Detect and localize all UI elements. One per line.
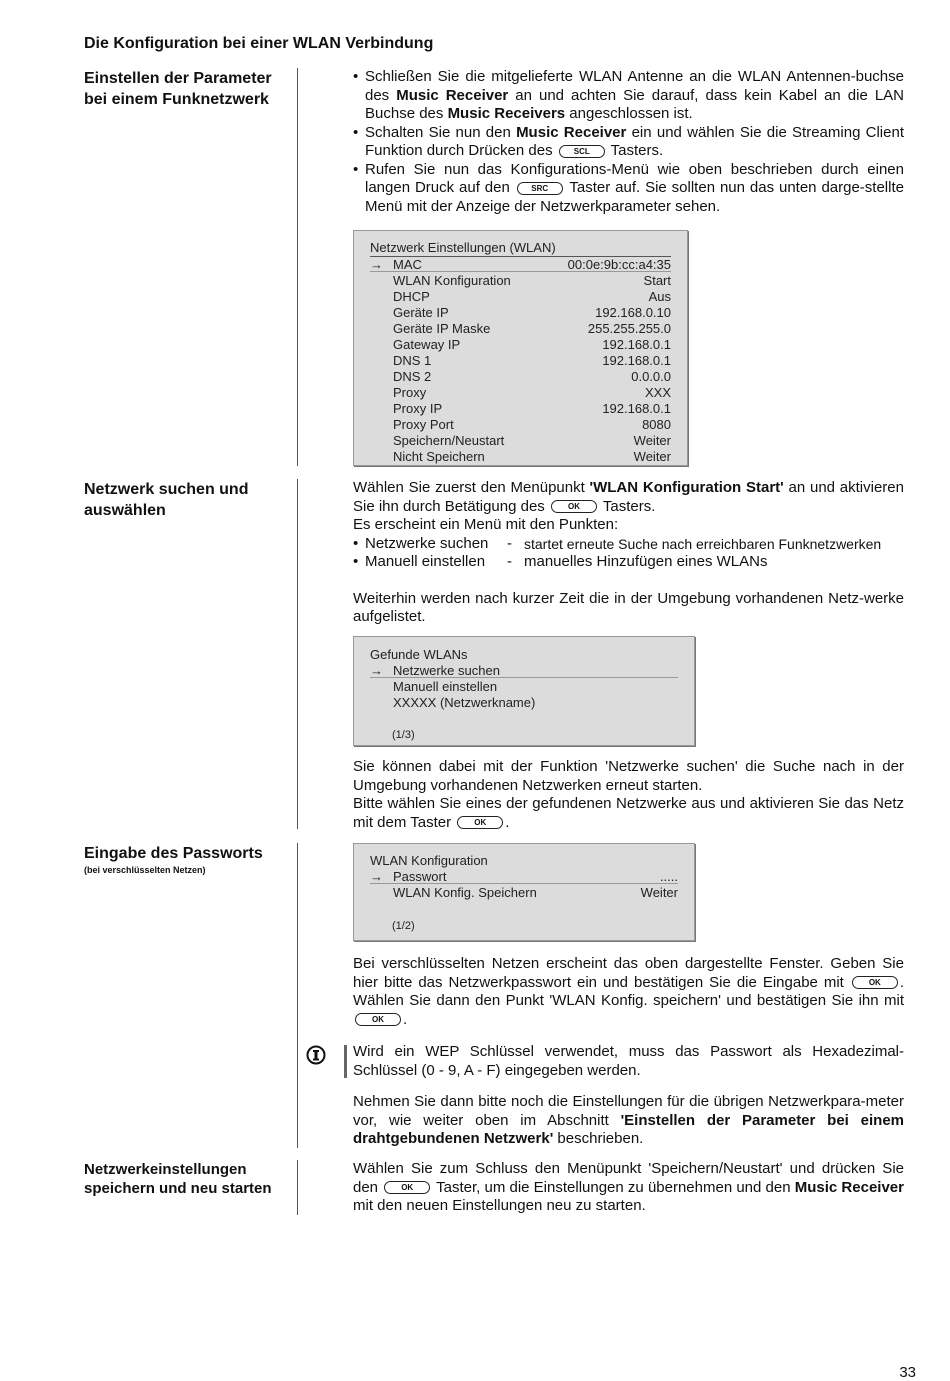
menu-row-label: Proxy [393, 385, 427, 400]
screen-menu-row [370, 369, 671, 385]
screen-menu-row [370, 305, 671, 321]
section3-followup: Nehmen Sie dann bitte noch die Einstellungen für die übrigen Netzwerkpara-meter vor, wie weiter oben im Abschnitt 'Einstellen der Parameter bei einem drahtgebundenen Netzwerk' beschrieben. [353, 1093, 904, 1147]
screen-menu-row [370, 353, 671, 369]
menu-row-value: 255.255.255.0 [587, 321, 671, 336]
ok-key-icon: OK [384, 1181, 430, 1194]
page-title: Die Konfiguration bei einer WLAN Verbindung [84, 35, 434, 52]
screen-menu-row [370, 695, 678, 711]
selection-arrow-icon: → [370, 257, 383, 272]
ok-key-icon: OK [355, 1013, 401, 1026]
section-heading-save-restart: Netzwerkeinstellungen speichern und neu starten [84, 1161, 272, 1197]
paragraph: Sie können dabei mit der Funktion 'Netzwerke suchen' die Suche nach in der Umgebung vorhandenen Netzwerken erneut starten. [353, 758, 904, 794]
section2-instructions [353, 479, 904, 627]
section-heading-wlan-parameters: Einstellen der Parameter bei einem Funknetzwerk [84, 70, 272, 108]
menu-row-label: Speichern/Neustart [393, 433, 505, 448]
menu-row-value: 192.168.0.10 [595, 305, 671, 320]
selection-arrow-icon: → [370, 869, 383, 884]
divider [297, 479, 298, 829]
list-item: • Schalten Sie nun den Music Receiver ein und wählen Sie die Streaming Client Funktion durch Drücken des SCL Tasters. [353, 124, 904, 161]
ok-key-icon: OK [457, 816, 503, 829]
screen-menu-row [370, 679, 678, 695]
menu-row-label: Gateway IP [393, 337, 461, 352]
ok-key-icon: OK [551, 500, 597, 513]
menu-row-value: 8080 [642, 417, 671, 432]
section-heading-network-search: Netzwerk suchen und auswählen [84, 481, 249, 519]
menu-row-label: Proxy Port [393, 417, 454, 432]
screen-title: Gefunde WLANs [370, 647, 678, 664]
section-heading-password-title: Eingabe des Passworts [84, 845, 263, 862]
divider [297, 68, 298, 466]
menu-row-value: 192.168.0.1 [602, 353, 671, 368]
list-item: • Netzwerke suchen - startet erneute Suche nach erreichbaren Funknetzwerken [353, 535, 904, 554]
menu-row-label: Proxy IP [393, 401, 443, 416]
menu-row-value: Weiter [633, 449, 671, 464]
screen-menu-row [370, 385, 671, 401]
ok-key-icon: OK [852, 976, 898, 989]
menu-row-value: 0.0.0.0 [631, 369, 671, 384]
wlan-configuration-screen [353, 843, 695, 941]
screen-page-indicator: (1/2) [392, 920, 415, 932]
menu-row-label: Nicht Speichern [393, 449, 485, 464]
screen-menu-row [370, 433, 671, 449]
screen-menu-row [370, 321, 671, 337]
menu-row-value: Weiter [640, 885, 678, 900]
info-icon [306, 1045, 326, 1065]
screen-menu-row [370, 337, 671, 353]
menu-row-value: 192.168.0.1 [602, 337, 671, 352]
selection-arrow-icon: → [370, 663, 383, 678]
menu-row-label: MAC [393, 257, 422, 272]
found-wlans-screen [353, 636, 695, 746]
section-heading-password [84, 843, 294, 876]
screen-menu-row [370, 401, 671, 417]
section1-instructions [353, 68, 904, 216]
menu-row-value: 192.168.0.1 [602, 401, 671, 416]
screen-page-indicator: (1/3) [392, 729, 415, 741]
menu-row-value: 00:0e:9b:cc:a4:35 [567, 257, 671, 272]
screen-menu-row [370, 449, 671, 465]
menu-row-label: Geräte IP Maske [393, 321, 491, 336]
divider [297, 843, 298, 1148]
menu-row-label: WLAN Konfig. Speichern [393, 885, 537, 900]
paragraph: Weiterhin werden nach kurzer Zeit die in der Umgebung vorhandenen Netz-werke aufgelistet. [353, 589, 904, 625]
scl-key-icon: SCL [559, 145, 605, 158]
section4-instructions: Wählen Sie zum Schluss den Menüpunkt 'Speichern/Neustart' und drücken Sie den OK Taster, um die Einstellungen zu übernehmen und den Music Receiver mit den neuen Einstellungen neu zu starten. [353, 1160, 904, 1214]
wep-note: Wird ein WEP Schlüssel verwendet, muss das Passwort als Hexadezimal-Schlüssel (0 - 9, A - F) eingegeben werden. [353, 1043, 904, 1079]
list-item: • Schließen Sie die mitgelieferte WLAN Antenne an die WLAN Antennen-buchse des Music Receiver an und achten Sie darauf, dass kein Kabel an die LAN Buchse des Music Receivers angeschlossen ist. [353, 68, 904, 124]
menu-row-value: Aus [648, 289, 671, 304]
section3-instructions: Bei verschlüsselten Netzen erscheint das oben dargestellte Fenster. Geben Sie hier bitte das Netzwerkpasswort ein und bestätigen Sie die Eingabe mit OK . Wählen Sie dann den Punkt 'WLAN Konfig. speichern' und bestätigen Sie ihn mit OK . [353, 955, 904, 1028]
src-key-icon: SRC [517, 182, 563, 195]
screen-menu-row [370, 885, 678, 901]
menu-row-label: DNS 2 [393, 369, 432, 384]
menu-row-label: XXXXX (Netzwerkname) [393, 695, 536, 710]
list-item: • Manuell einstellen - manuelles Hinzufügen eines WLANs [353, 553, 904, 572]
screen-title: WLAN Konfiguration [370, 853, 678, 870]
menu-row-label: DHCP [393, 289, 430, 304]
menu-row-label: Netzwerke suchen [393, 663, 500, 678]
list-item: • Rufen Sie nun das Konfigurations-Menü wie oben beschrieben durch einen langen Druck auf den SRC Taster auf. Sie sollten nun das unten darge-stellte Menü mit der Anzeige der Netzwerkparameter sehen. [353, 161, 904, 217]
menu-row-label: Passwort [393, 869, 447, 884]
page-number: 33 [899, 1364, 916, 1381]
network-settings-screen [353, 230, 688, 466]
screen-title: Netzwerk Einstellungen (WLAN) [370, 240, 671, 257]
note-bar [344, 1045, 347, 1078]
menu-row-value: XXX [644, 385, 671, 400]
menu-row-value: ..... [659, 869, 678, 884]
menu-row-label: Geräte IP [393, 305, 449, 320]
menu-row-label: WLAN Konfiguration [393, 273, 511, 288]
paragraph: Es erscheint ein Menü mit den Punkten: [353, 516, 619, 533]
divider [297, 1160, 298, 1215]
screen-menu-row [370, 289, 671, 305]
screen-menu-row [370, 257, 671, 273]
menu-row-label: Manuell einstellen [393, 679, 498, 694]
menu-row-value: Weiter [633, 433, 671, 448]
menu-row-value: Start [643, 273, 671, 288]
screen-menu-row [370, 417, 671, 433]
menu-row-label: DNS 1 [393, 353, 432, 368]
screen-menu-row [370, 663, 678, 679]
screen-menu-row [370, 273, 671, 289]
screen-menu-row [370, 869, 678, 885]
paragraph: Bitte wählen Sie eines der gefundenen Netzwerke aus und aktivieren Sie das Netz mit dem Taster OK . [353, 795, 904, 831]
section2-followup [353, 758, 904, 832]
paragraph: Wählen Sie zuerst den Menüpunkt 'WLAN Konfiguration Start' an und aktivieren Sie ihn durch Betätigung des OK Tasters. [353, 479, 904, 515]
section-heading-password-note: (bei verschlüsselten Netzen) [84, 865, 206, 875]
